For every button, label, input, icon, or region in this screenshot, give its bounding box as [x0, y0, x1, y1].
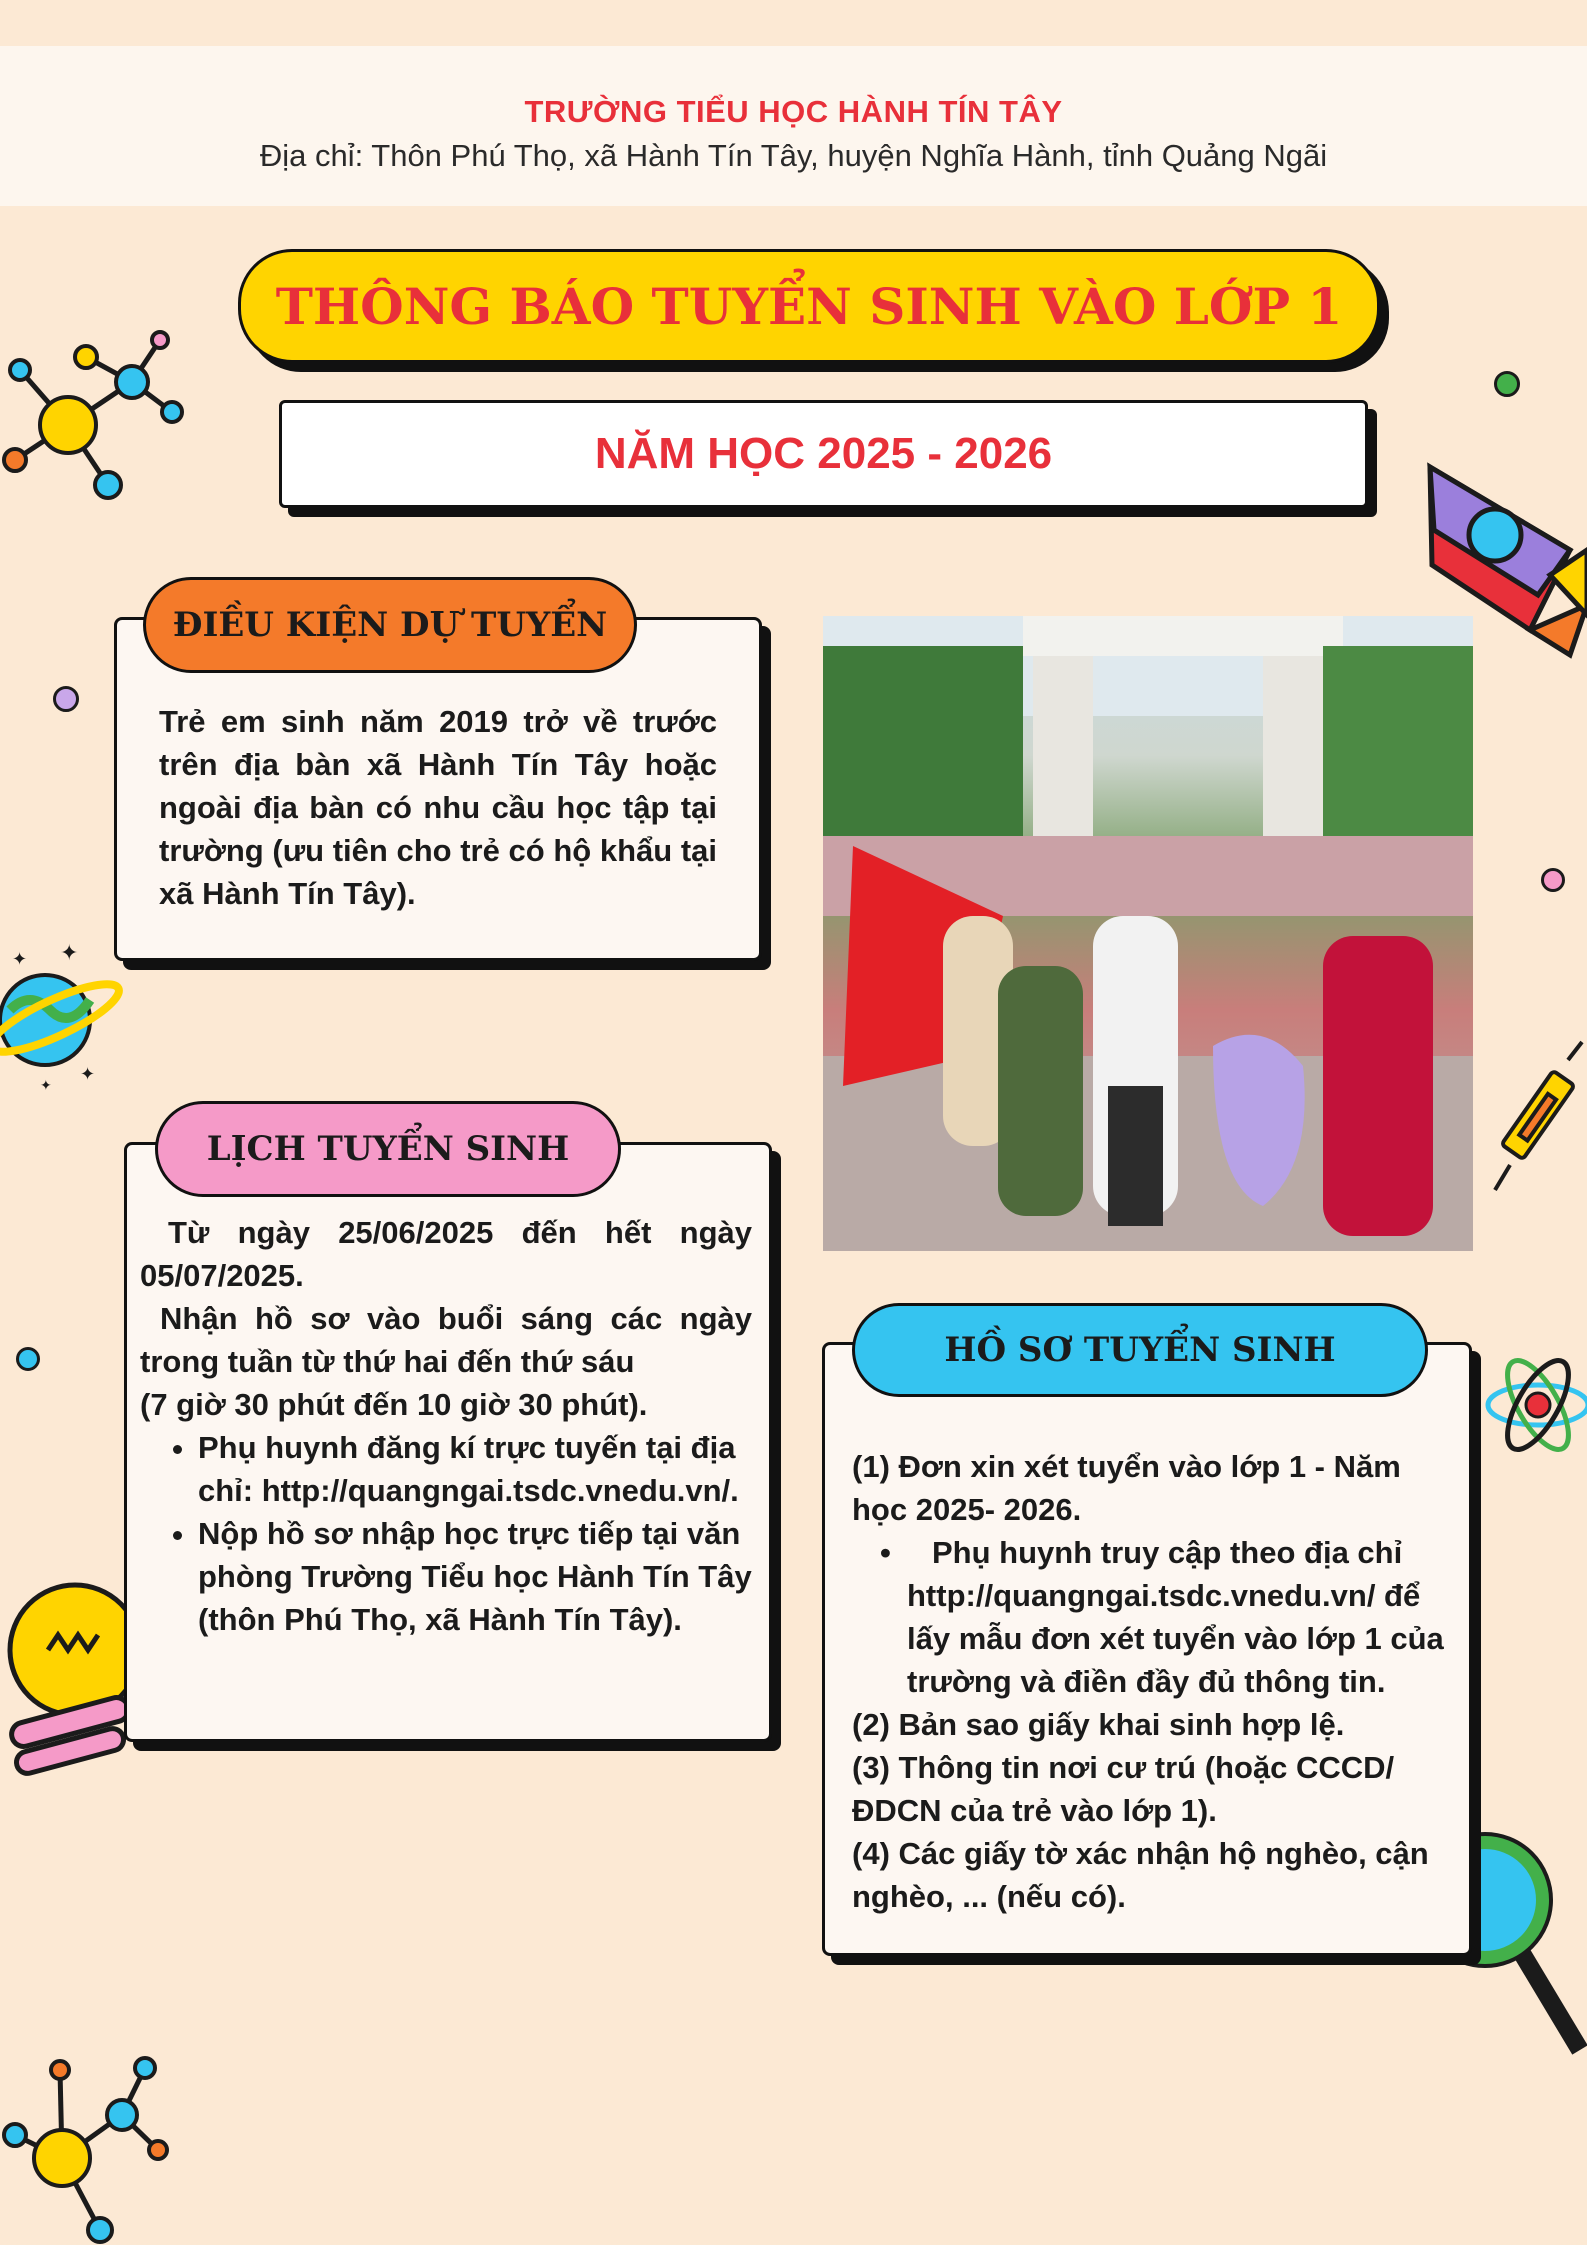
dot-icon [16, 1347, 40, 1371]
schedule-bullets [140, 1426, 752, 1641]
documents-item-3: (3) Thông tin nơi cư trú (hoặc CCCD/ ĐDCN của trẻ vào lớp 1). [852, 1750, 1395, 1828]
documents-item-1: (1) Đơn xin xét tuyển vào lớp 1 - Năm học 2025- 2026. [852, 1449, 1401, 1527]
planet-icon [0, 940, 130, 1090]
schedule-time-range: (7 giờ 30 phút đến 10 giờ 30 phút). [140, 1387, 648, 1422]
page-title: THÔNG BÁO TUYỂN SINH VÀO LỚP 1 [238, 249, 1380, 363]
bullet-icon: • [880, 1535, 891, 1570]
conditions-text: Trẻ em sinh năm 2019 trở về trước trên địa bàn xã Hành Tín Tây hoặc ngoài địa bàn có nhu cầu học tập tại trường (ưu tiên cho trẻ có hộ khẩu tại xã Hành Tín Tây). [159, 704, 717, 911]
conditions-heading: ĐIỀU KIỆN DỰ TUYỂN [143, 577, 637, 673]
school-year: NĂM HỌC 2025 - 2026 [279, 400, 1368, 508]
atom-icon [1478, 1340, 1587, 1470]
dot-icon [53, 686, 79, 712]
svg-text:✦: ✦ [12, 949, 28, 969]
molecule-icon [0, 330, 190, 510]
school-name: TRƯỜNG TIỂU HỌC HÀNH TÍN TÂY [524, 94, 1063, 129]
documents-item-2: (2) Bản sao giấy khai sinh hợp lệ. [852, 1707, 1345, 1742]
schedule-dates: Từ ngày 25/06/2025 đến hết ngày 05/07/2025. [140, 1215, 752, 1293]
documents-heading: HỒ SƠ TUYỂN SINH [852, 1303, 1428, 1397]
schedule-hours: Nhận hồ sơ vào buổi sáng các ngày trong tuần từ thứ hai đến thứ sáu [140, 1301, 752, 1379]
school-photo [823, 616, 1473, 1251]
photo-illustration [823, 616, 1473, 1251]
documents-item-1-note: Phụ huynh truy cập theo địa chỉ http://quangngai.tsdc.vnedu.vn/ để lấy mẫu đơn xét tuyển vào lớp 1 của trường và điền đầy đủ thông tin. [907, 1535, 1444, 1699]
syringe-icon [1490, 1040, 1587, 1200]
dot-icon [1541, 868, 1565, 892]
svg-text:✦: ✦ [60, 940, 79, 965]
svg-text:✦: ✦ [80, 1064, 96, 1084]
dot-icon [1494, 371, 1520, 397]
list-item: • Phụ huynh đăng kí trực tuyến tại địa chỉ: http://quangngai.tsdc.vnedu.vn/. [198, 1426, 752, 1512]
documents-card [822, 1342, 1472, 1956]
school-address: Địa chỉ: Thôn Phú Thọ, xã Hành Tín Tây, huyện Nghĩa Hành, tỉnh Quảng Ngãi [259, 138, 1328, 173]
documents-item-4: (4) Các giấy tờ xác nhận hộ nghèo, cận nghèo, ... (nếu có). [852, 1836, 1429, 1914]
list-item: • Nộp hồ sơ nhập học trực tiếp tại văn phòng Trường Tiểu học Hành Tín Tây (thôn Phú Thọ, xã Hành Tín Tây). [198, 1512, 752, 1641]
header-band [0, 46, 1587, 206]
schedule-heading: LỊCH TUYỂN SINH [155, 1101, 621, 1197]
schedule-card [124, 1142, 772, 1742]
svg-text:✦: ✦ [40, 1077, 52, 1090]
molecule-icon [0, 2050, 170, 2245]
